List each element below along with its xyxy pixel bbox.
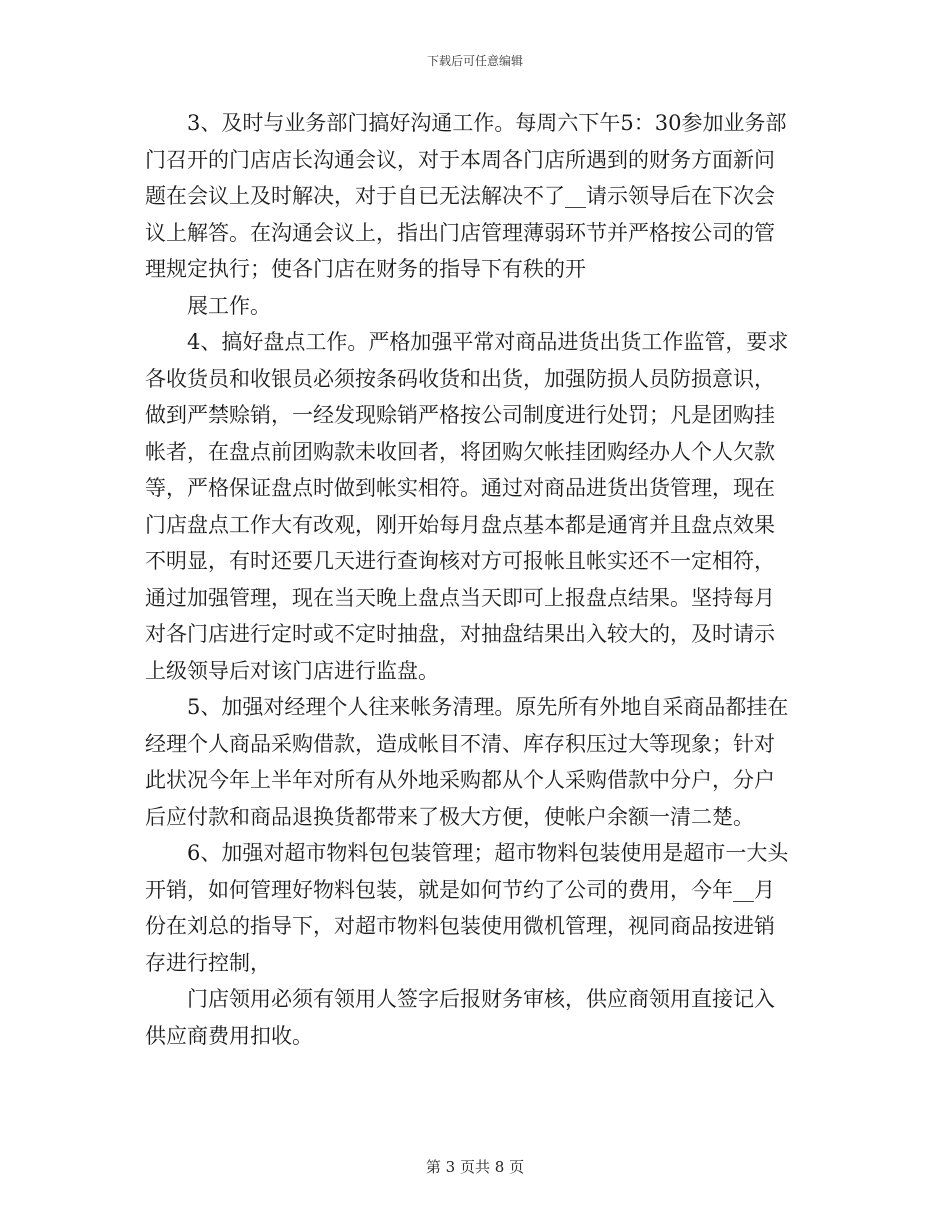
text-line: 后应付款和商品退换货都带来了极大方便，使帐户余额一清二楚。 xyxy=(145,804,754,829)
text-line: 门店领用必须有领用人签字后报财务审核，供应商领用直接记入 xyxy=(187,987,775,1011)
page-header-note: 下载后可任意编辑 xyxy=(426,54,523,68)
text-line: 4、搞好盘点工作。严格加强平常对商品进货出货工作监管，要求 xyxy=(187,330,789,354)
text-line: 3、及时与业务部门搞好沟通工作。每周六下午5：30参加业务部 xyxy=(187,111,787,135)
text-line: 通过加强管理，现在当天晚上盘点当天即可上报盘点结果。坚持每月 xyxy=(145,585,775,610)
text-line: 经理个人商品采购借款，造成帐目不清、库存积压过大等现象；针对 xyxy=(145,731,775,756)
text-line: 理规定执行；使各门店在财务的指导下有秩的开 xyxy=(145,257,586,281)
text-line: 上级领导后对该门店进行监盘。 xyxy=(145,658,439,683)
text-line: 门店盘点工作大有改观，刚开始每月盘点基本都是通宵并且盘点效果 xyxy=(145,512,775,537)
text-line: 份在刘总的指导下，对超市物料包装使用微机管理，视同商品按进销 xyxy=(145,914,775,938)
text-line: 存进行控制， xyxy=(145,950,271,975)
page-number-footer: 第 3 页共 8 页 xyxy=(425,1158,525,1176)
text-line: 开销，如何管理好物料包装，就是如何节约了公司的费用，今年__月 xyxy=(145,877,775,902)
document-body xyxy=(145,105,810,1054)
text-line: 各收货员和收银员必须按条码收货和出货，加强防损人员防损意识， xyxy=(145,366,775,391)
text-line: 5、加强对经理个人往来帐务清理。原先所有外地自采商品都挂在 xyxy=(187,695,789,719)
text-line: 门召开的门店店长沟通会议，对于本周各门店所遇到的财务方面新问 xyxy=(145,147,775,172)
text-line: 供应商费用扣收。 xyxy=(145,1023,313,1048)
text-line: 不明显，有时还要几天进行查询核对方可报帐且帐实还不一定相符， xyxy=(145,549,775,573)
text-line: 等，严格保证盘点时做到帐实相符。通过对商品进货出货管理，现在 xyxy=(145,476,775,500)
text-line: 帐者，在盘点前团购款未收回者，将团购欠帐挂团购经办人个人欠款 xyxy=(145,439,775,464)
text-line: 议上解答。在沟通会议上，指出门店管理薄弱环节并严格按公司的管 xyxy=(145,220,775,245)
text-line: 6、加强对超市物料包包装管理；超市物料包装使用是超市一大头 xyxy=(187,841,789,865)
text-line: 对各门店进行定时或不定时抽盘，对抽盘结果出入较大的，及时请示 xyxy=(145,622,775,646)
text-line: 此状况今年上半年对所有从外地采购都从个人采购借款中分户，分户 xyxy=(145,768,775,792)
text-line: 题在会议上及时解决，对于自已无法解决不了__请示领导后在下次会 xyxy=(145,184,775,208)
text-line: 做到严禁赊销，一经发现赊销严格按公司制度进行处罚；凡是团购挂 xyxy=(145,403,775,427)
text-line: 展工作。 xyxy=(187,293,271,318)
